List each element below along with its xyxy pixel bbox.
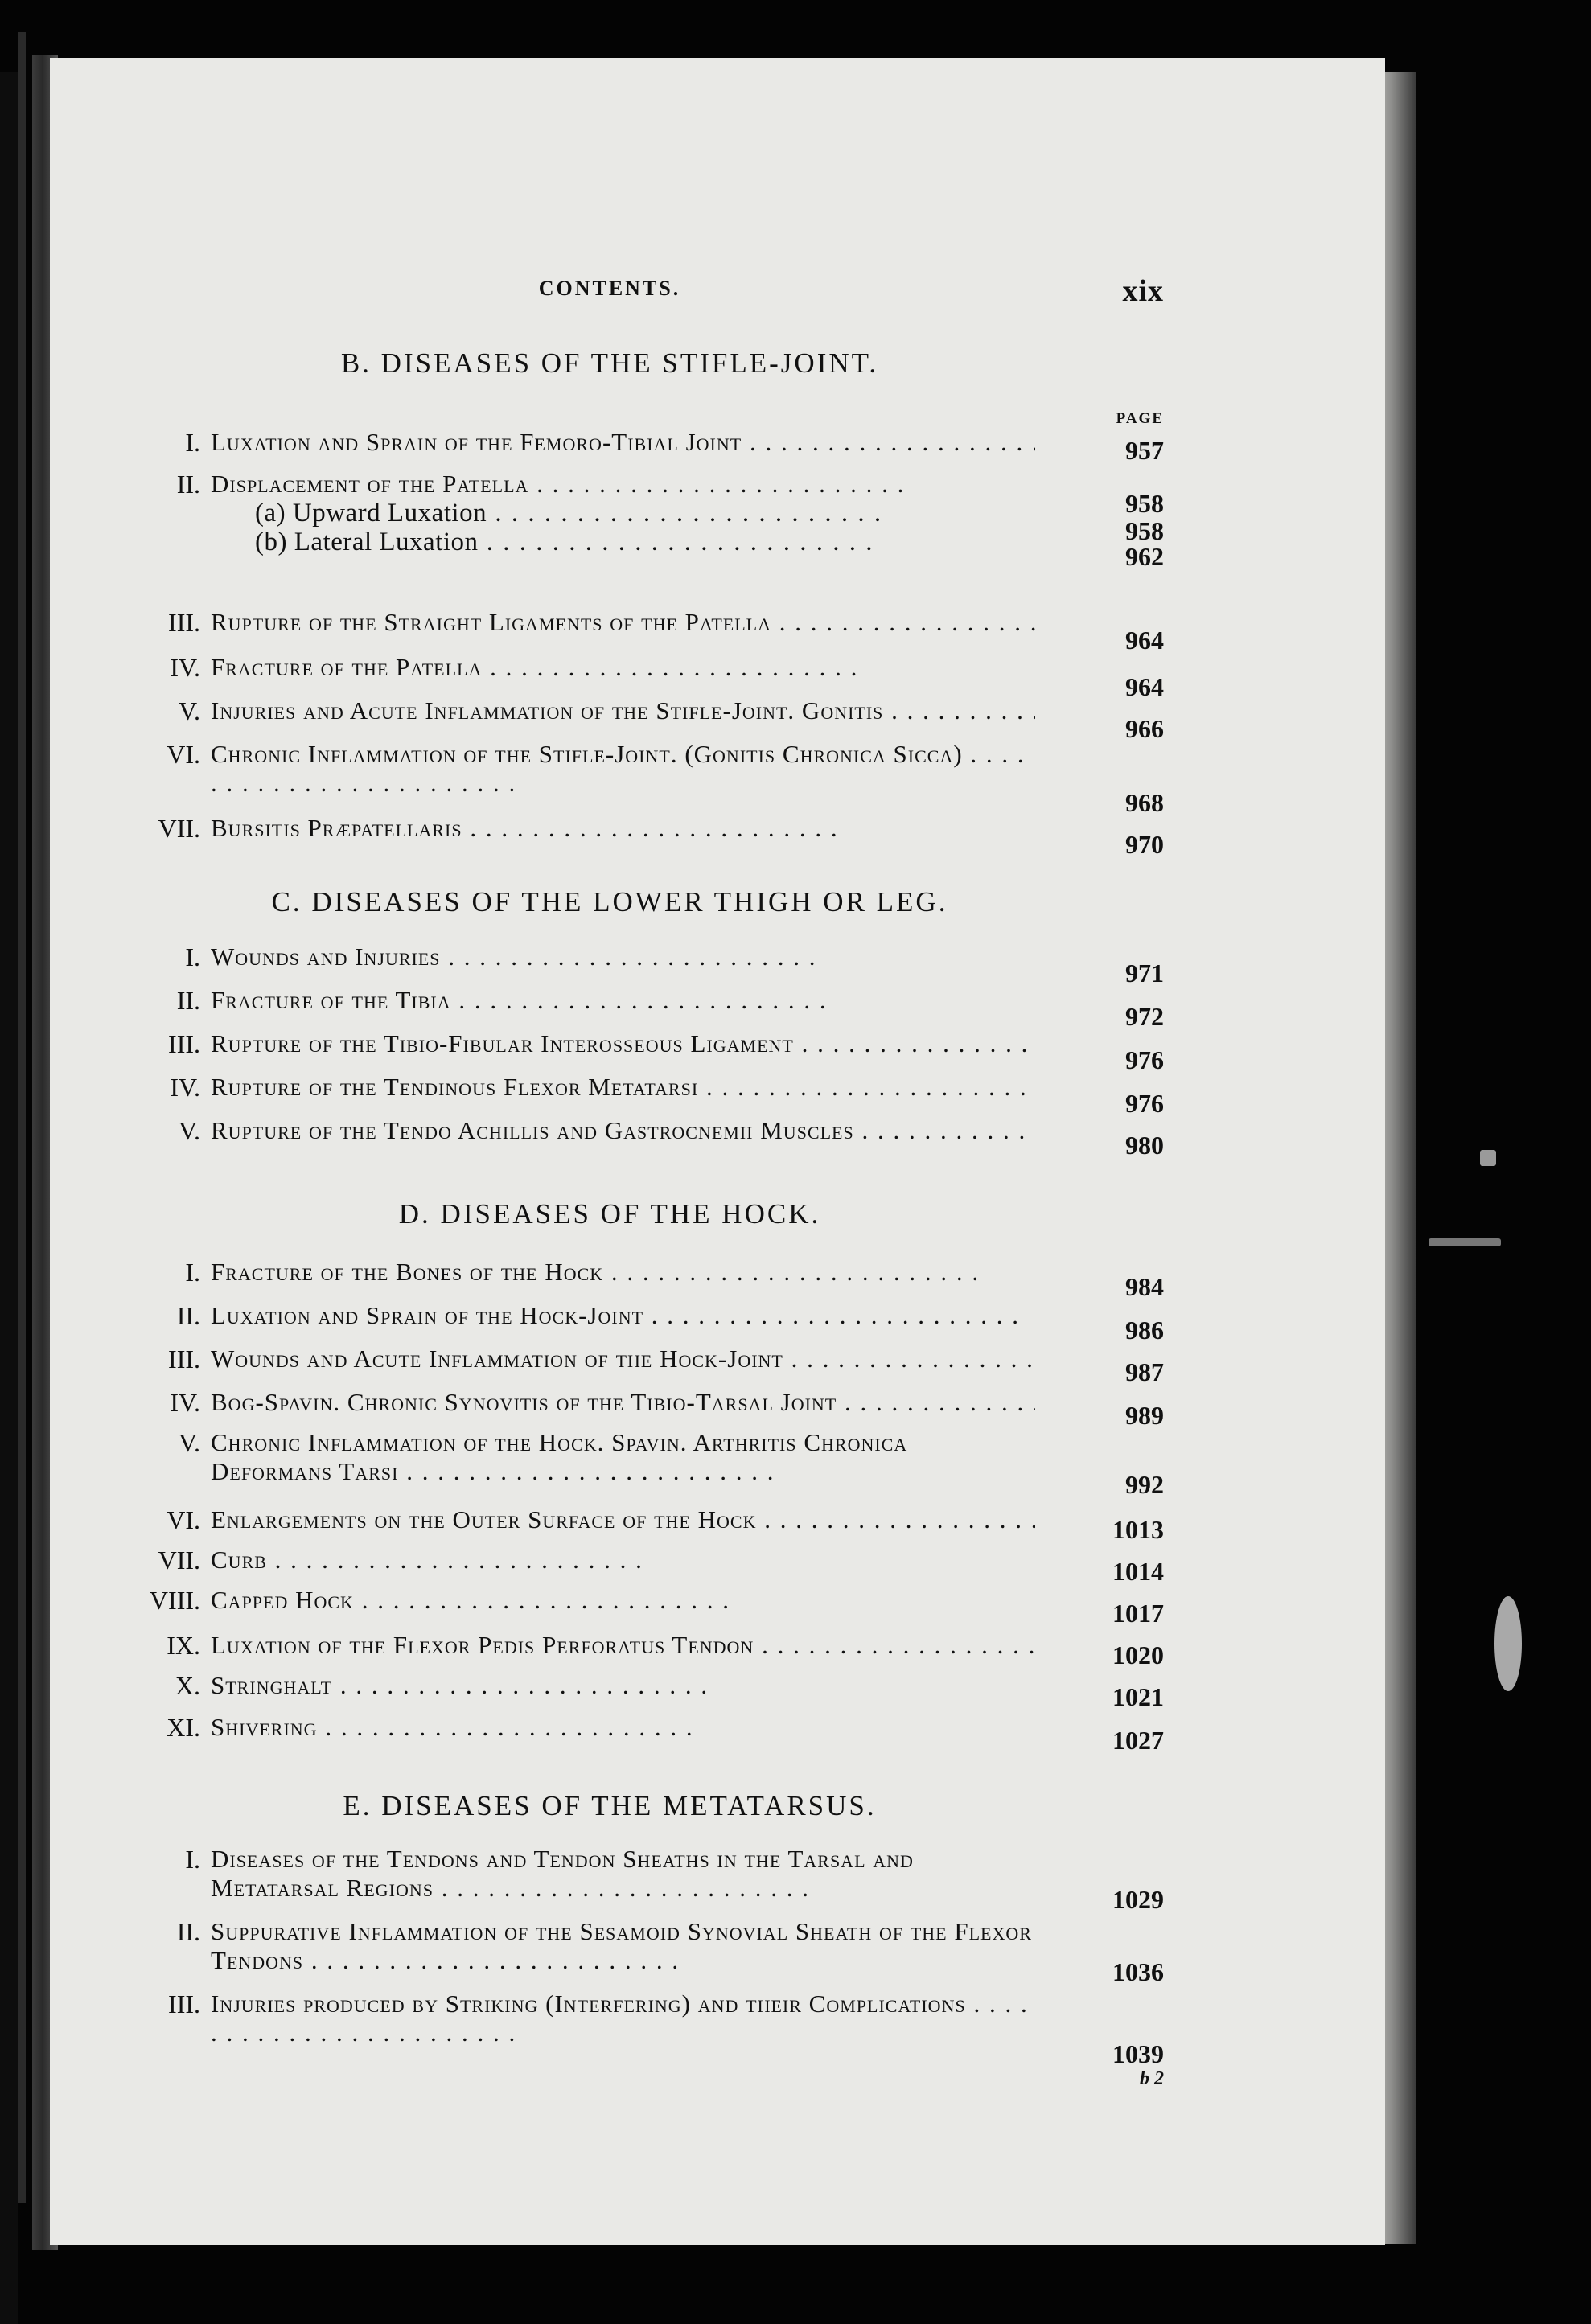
entry-title: Bog-Spavin. Chronic Synovitis of the Tibio-Tarsal Joint . (211, 1388, 1035, 1417)
entry-number: X. (175, 1671, 200, 1700)
entry-number: II. (176, 1301, 200, 1330)
entry-number: II. (176, 1917, 200, 1946)
running-title: CONTENTS. (538, 277, 681, 300)
signature-mark: b 2 (1140, 2068, 1164, 2089)
book-page (50, 58, 1385, 2245)
entry-page: 987 (1125, 1357, 1164, 1386)
entry-title: Stringhalt . (211, 1671, 1035, 1700)
entry-page: 980 (1125, 1131, 1164, 1160)
entry-number: V. (179, 696, 200, 725)
entry-number: IV. (170, 653, 200, 682)
entry-number: III. (168, 1989, 200, 2018)
entry-title: Capped Hock . (211, 1586, 1035, 1615)
entry-title: Rupture of the Tendinous Flexor Metatarsi . (211, 1073, 1035, 1102)
entry-number: I. (185, 1258, 200, 1287)
entry-title: (a) Upward Luxation . (255, 499, 1035, 528)
entry-page: 972 (1125, 1002, 1164, 1031)
entry-number: IV. (170, 1388, 200, 1417)
entry-page: 968 (1125, 788, 1164, 817)
entry-title: Luxation and Sprain of the Hock-Joint . (211, 1301, 1035, 1330)
entry-title: Luxation and Sprain of the Femoro-Tibial Joint . (211, 428, 1035, 457)
entry-title: Chronic Inflammation of the Hock. Spavin. Arthritis Chronica Deformans Tarsi . (211, 1428, 1035, 1489)
entry-title: Rupture of the Straight Ligaments of the Patella . (211, 608, 1035, 637)
scan-artifact (1480, 1150, 1496, 1166)
entry-page: 964 (1125, 672, 1164, 701)
entry-page: 957 (1125, 436, 1164, 465)
entry-number: I. (185, 942, 200, 971)
entry-page: 958 (1125, 516, 1164, 545)
entry-page: 1013 (1112, 1515, 1164, 1544)
entry-page: 964 (1125, 626, 1164, 655)
entry-page: 971 (1125, 959, 1164, 987)
entry-title: Injuries produced by Striking (Interfering) and their Complications . (211, 1989, 1035, 2051)
entry-title: Enlargements on the Outer Surface of the Hock . (211, 1505, 1035, 1534)
entry-title: Fracture of the Patella . (211, 653, 1035, 682)
entry-page: 986 (1125, 1316, 1164, 1345)
entry-title: Shivering . (211, 1713, 1035, 1742)
section-heading: C. DISEASES OF THE LOWER THIGH OR LEG. (271, 886, 948, 918)
entry-page: 1021 (1112, 1682, 1164, 1711)
entry-number: XI. (166, 1713, 200, 1742)
section-heading: B. DISEASES OF THE STIFLE-JOINT. (340, 347, 879, 379)
entry-number: I. (185, 1845, 200, 1874)
page-column-label: PAGE (1116, 410, 1164, 427)
entry-title: Diseases of the Tendons and Tendon Sheaths in the Tarsal and Metatarsal Regions . (211, 1845, 1035, 1906)
entry-page: 984 (1125, 1272, 1164, 1301)
section-heading: D. DISEASES OF THE HOCK. (398, 1198, 821, 1230)
entry-number: IV. (170, 1073, 200, 1102)
scan-left-edge (18, 32, 26, 2203)
scan-artifact (1429, 1238, 1501, 1246)
entry-number: II. (176, 470, 200, 499)
entry-page: 1029 (1112, 1885, 1164, 1914)
entry-page: 1036 (1112, 1957, 1164, 1986)
entry-title: Rupture of the Tibio-Fibular Interosseous Ligament . (211, 1029, 1035, 1058)
entry-title: Wounds and Injuries . (211, 942, 1035, 971)
entry-number: VI. (166, 740, 200, 769)
entry-page: 1017 (1112, 1599, 1164, 1628)
entry-page: 970 (1125, 830, 1164, 859)
entry-number: II. (176, 986, 200, 1015)
entry-number: VII. (158, 1546, 200, 1575)
entry-page: 958 (1125, 489, 1164, 518)
entry-page: 1039 (1112, 2039, 1164, 2068)
entry-title: Chronic Inflammation of the Stifle-Joint. (Gonitis Chronica Sicca) . (211, 740, 1083, 798)
entry-title: Displacement of the Patella . (211, 470, 1035, 499)
entry-title: Rupture of the Tendo Achillis and Gastrocnemii Muscles . (211, 1116, 1035, 1145)
entry-number: V. (179, 1428, 200, 1457)
entry-title: Injuries and Acute Inflammation of the Stifle-Joint. Gonitis . (211, 696, 1035, 725)
entry-number: VIII. (149, 1586, 200, 1615)
entry-page: 1027 (1112, 1726, 1164, 1755)
entry-title: Fracture of the Tibia . (211, 986, 1035, 1015)
scan-artifact (1494, 1596, 1522, 1691)
entry-number: III. (168, 1029, 200, 1058)
entry-title: Luxation of the Flexor Pedis Perforatus Tendon . (211, 1631, 1035, 1660)
scan-left-border (0, 72, 18, 2324)
entry-page: 966 (1125, 714, 1164, 743)
entry-number: VI. (166, 1505, 200, 1534)
entry-page: 976 (1125, 1089, 1164, 1118)
entry-page: 989 (1125, 1401, 1164, 1430)
entry-page: 976 (1125, 1045, 1164, 1074)
entry-page: 1014 (1112, 1557, 1164, 1586)
entry-number: IX. (166, 1631, 200, 1660)
page-number: xix (1122, 274, 1164, 308)
entry-title: (b) Lateral Luxation . (255, 528, 1035, 556)
entry-page: 992 (1125, 1470, 1164, 1499)
entry-number: V. (179, 1116, 200, 1145)
entry-title: Fracture of the Bones of the Hock . (211, 1258, 1035, 1287)
section-heading: E. DISEASES OF THE METATARSUS. (343, 1790, 877, 1821)
entry-title: Curb . (211, 1546, 1035, 1575)
entry-title: Suppurative Inflammation of the Sesamoid Synovial Sheath of the Flexor Tendons . (211, 1917, 1035, 1978)
entry-number: I. (185, 428, 200, 457)
entry-title: Wounds and Acute Inflammation of the Hock-Joint . (211, 1345, 1035, 1373)
entry-title: Bursitis Præpatellaris . (211, 814, 1035, 843)
entry-number: III. (168, 1345, 200, 1373)
entry-page: 962 (1125, 542, 1164, 571)
entry-page: 1020 (1112, 1640, 1164, 1669)
entry-number: III. (168, 608, 200, 637)
entry-number: VII. (158, 814, 200, 843)
